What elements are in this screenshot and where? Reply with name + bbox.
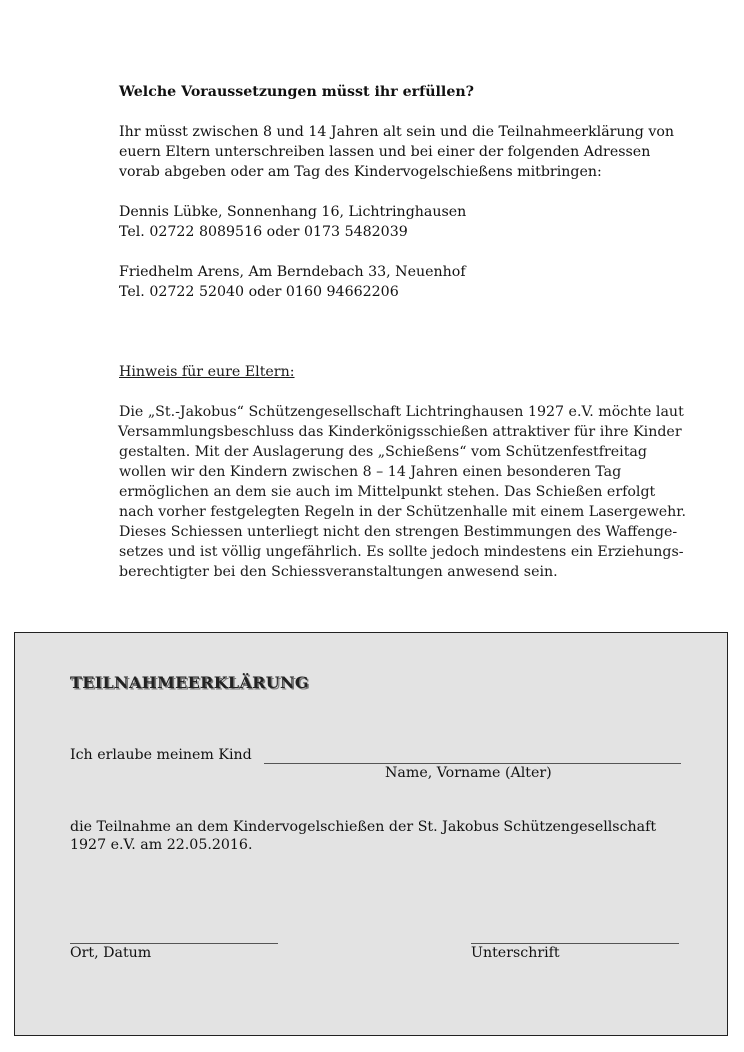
parents-note-line-4: wollen wir den Kindern zwischen 8 – 14 Jahren einen besonderen Tag <box>119 464 622 480</box>
participation-form <box>14 632 728 1036</box>
parents-note-heading: Hinweis für eure Eltern: <box>119 364 295 380</box>
contact-2-phone: Tel. 02722 52040 oder 0160 94662206 <box>119 284 399 300</box>
contact-1-address: Dennis Lübke, Sonnenhang 16, Lichtringhausen <box>119 204 467 220</box>
form-title: TEILNAHMEERKLÄRUNG <box>70 673 309 692</box>
parents-note-line-6: nach vorher festgelegten Regeln in der Schützenhalle mit einem Lasergewehr. <box>119 504 686 520</box>
contact-1-phone: Tel. 02722 8089516 oder 0173 5482039 <box>119 224 408 240</box>
place-date-label: Ort, Datum <box>70 945 152 961</box>
requirements-line-1: Ihr müsst zwischen 8 und 14 Jahren alt sein und die Teilnahmeerklärung von <box>119 124 675 140</box>
parents-note-line-3: gestalten. Mit der Auslagerung des „Schießens“ vom Schützenfestfreitag <box>119 444 647 460</box>
parents-note-line-2: Versammlungsbeschluss das Kinderkönigsschießen attraktiver für ihre Kinder <box>118 424 682 440</box>
parents-note-line-5: ermöglichen an dem sie auch im Mittelpunkt stehen. Das Schießen erfolgt <box>119 484 656 500</box>
requirements-line-2: euern Eltern unterschreiben lassen und bei einer der folgenden Adressen <box>119 144 651 160</box>
participation-line-2: 1927 e.V. am 22.05.2016. <box>70 837 253 853</box>
requirements-line-3: vorab abgeben oder am Tag des Kindervogelschießens mitbringen: <box>119 164 602 180</box>
parents-note-line-7: Dieses Schiessen unterliegt nicht den strengen Bestimmungen des Waffenge- <box>119 524 678 540</box>
parents-note-line-9: berechtigter bei den Schiessveranstaltungen anwesend sein. <box>119 564 558 580</box>
parents-note-line-1: Die „St.-Jakobus“ Schützengesellschaft Lichtringhausen 1927 e.V. möchte laut <box>119 404 684 420</box>
requirements-heading: Welche Voraussetzungen müsst ihr erfüllen? <box>119 84 474 100</box>
signature-label: Unterschrift <box>471 945 560 961</box>
permission-label: Ich erlaube meinem Kind <box>70 747 252 763</box>
child-name-caption: Name, Vorname (Alter) <box>385 765 552 781</box>
contact-2-address: Friedhelm Arens, Am Berndebach 33, Neuenhof <box>119 264 466 280</box>
participation-line-1: die Teilnahme an dem Kindervogelschießen der St. Jakobus Schützengesellschaft <box>70 819 657 835</box>
parents-note-line-8: setzes und ist völlig ungefährlich. Es sollte jedoch mindestens ein Erziehungs- <box>119 544 684 560</box>
